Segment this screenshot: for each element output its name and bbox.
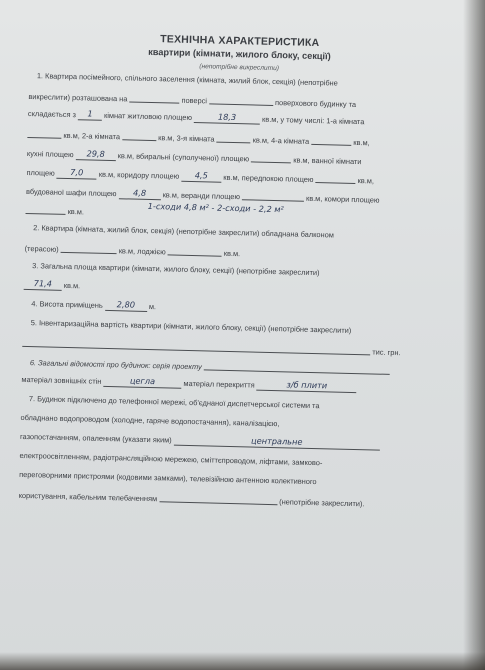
s6-text: 6. Загальні відомості про будинок: серія проекту xyxy=(29,357,202,372)
s6-text: матеріал перекриття xyxy=(183,378,255,390)
stairs-handwritten-note: 1-сходи 4,8 м² - 2-сходи - 2,2 м² xyxy=(147,200,284,215)
living-area-value: 18,3 xyxy=(217,111,237,122)
s1-text: кв.м, веранди площею xyxy=(162,190,241,202)
corridor-value: 4,5 xyxy=(194,169,208,181)
s5-unit: тис. грн. xyxy=(372,347,401,358)
bathroom-field[interactable] xyxy=(57,166,97,180)
s1-text: кв.м, xyxy=(357,175,375,186)
balcony-field[interactable] xyxy=(61,243,117,254)
s7-text: (непотрібне закреслити). xyxy=(279,497,365,509)
floors-material-field[interactable] xyxy=(257,381,357,393)
s4-unit: м. xyxy=(148,301,157,312)
s1-text: поверсі xyxy=(181,95,208,106)
s1-text: кв.м, ванної кімнати xyxy=(293,155,362,166)
s2-text: кв.м. xyxy=(223,248,241,259)
s1-text: кв.м, передпокою площею xyxy=(223,172,314,184)
s1-text: викреслити) розташована на xyxy=(28,91,128,104)
floor-field[interactable] xyxy=(129,92,179,103)
s1-text: кв.м, 4-а кімната xyxy=(252,135,310,146)
room1-field[interactable] xyxy=(27,128,61,139)
s2-text: кв.м, лоджією xyxy=(118,246,166,257)
s1-text: кв.м, 3-я кімната xyxy=(158,133,215,144)
s7-text: обладнано водопроводом (холодне, гаряче водопостачання), каналізацією, xyxy=(20,412,280,429)
rooms-value: 1 xyxy=(87,108,93,119)
kitchen-field[interactable] xyxy=(76,150,116,161)
total-area-value: 71,4 xyxy=(33,278,53,289)
veranda-field[interactable] xyxy=(242,190,304,202)
s1-text: складається з xyxy=(27,108,77,120)
bathroom-value: 7,0 xyxy=(70,166,84,178)
walls-material-value: цегла xyxy=(129,375,156,387)
s1-text: поверхового будинку та xyxy=(275,97,357,109)
s1-text: кв.м, комори площею xyxy=(305,193,380,205)
document-subtitle: квартири (кімнати, жилого блоку, секції) xyxy=(148,47,331,62)
room2-field[interactable] xyxy=(122,130,156,141)
kitchen-value: 29,8 xyxy=(86,148,105,159)
room3-field[interactable] xyxy=(217,132,251,143)
corridor-field[interactable] xyxy=(181,169,221,183)
wardrobe-field[interactable] xyxy=(118,189,160,200)
page-bottom-shadow xyxy=(0,652,485,670)
s3-text: 3. Загальна площа квартири (кімнати, жилого блоку, секції) (непотрібне закреслити) xyxy=(32,260,320,278)
s4-text: 4. Висота приміщень xyxy=(31,298,103,310)
s2-text: 2. Квартира (кімната, жилий блок, секція) (непотрібне закреслити) обладнана балконом xyxy=(33,222,334,240)
s1-text: 1. Квартира посімейного, спільного заселення (кімната, жилий блок, секція) (непотрібне xyxy=(36,71,338,88)
form-content xyxy=(18,30,450,518)
total-area-field[interactable] xyxy=(24,280,62,291)
loggia-field[interactable] xyxy=(168,245,222,256)
s1-text: площею xyxy=(26,167,55,178)
s5-text: 5. Інвентаризаційна вартість квартири (кімнати, жилого блоку, секції) (непотрібне закреслити) xyxy=(30,317,352,335)
height-field[interactable] xyxy=(105,301,147,312)
rooms-field[interactable] xyxy=(78,110,102,121)
s7-text: електроосвітленням, радіотрансляційною мережею, сміттєпроводом, ліфтами, замково- xyxy=(19,450,323,468)
toilet-field[interactable] xyxy=(251,152,291,163)
s7-text: 7. Будинок підключено до телефонної мережі, об'єднаної диспетчерської системи та xyxy=(28,393,320,411)
building-floors-field[interactable] xyxy=(209,94,273,106)
s7-text: газопостачанням, опаленням (указати яким) xyxy=(19,431,172,445)
s6-text: матеріал зовнішніх стін xyxy=(21,374,102,386)
room4-field[interactable] xyxy=(311,135,351,146)
s7-text: користування, кабельним телебаченням xyxy=(18,490,158,504)
s2-text: (терасою) xyxy=(24,243,59,254)
s7-text: переговорними пристроями (кодовими замками), телевізійною антенною колективного xyxy=(19,469,317,486)
hallway-field[interactable] xyxy=(315,173,355,184)
walls-material-field[interactable] xyxy=(103,377,181,389)
floors-material-value: з/б плити xyxy=(286,379,328,391)
page-edge-shadow xyxy=(463,0,485,670)
living-area-field[interactable] xyxy=(194,113,260,125)
s1-text: кв.м, 2-а кімната xyxy=(63,130,121,142)
s1-text: кв.м, xyxy=(353,137,370,148)
s1-text: кв.м. xyxy=(67,206,85,217)
height-value: 2,80 xyxy=(116,299,136,310)
s1-text: вбудованої шафи площею xyxy=(25,186,117,199)
cable-tv-field[interactable] xyxy=(159,492,277,505)
storage-field[interactable] xyxy=(26,204,66,215)
s1-text: кухні площею xyxy=(26,148,74,159)
document-title: ТЕХНІЧНА ХАРАКТЕРИСТИКА xyxy=(160,33,320,50)
s1-text: кв.м, коридору площею xyxy=(98,169,180,181)
heating-type-value: центральне xyxy=(250,435,303,447)
s3-text: кв.м. xyxy=(63,280,81,291)
s1-text: кв.м, у тому числі: 1-а кімната xyxy=(261,114,365,127)
s1-text: кв.м, вбиральні (суполученої) площею xyxy=(117,151,250,164)
wardrobe-value: 4,8 xyxy=(132,187,147,198)
s1-text: кімнат житловою площею xyxy=(103,110,193,122)
header-note: (непотрібне викреслити) xyxy=(199,62,280,72)
